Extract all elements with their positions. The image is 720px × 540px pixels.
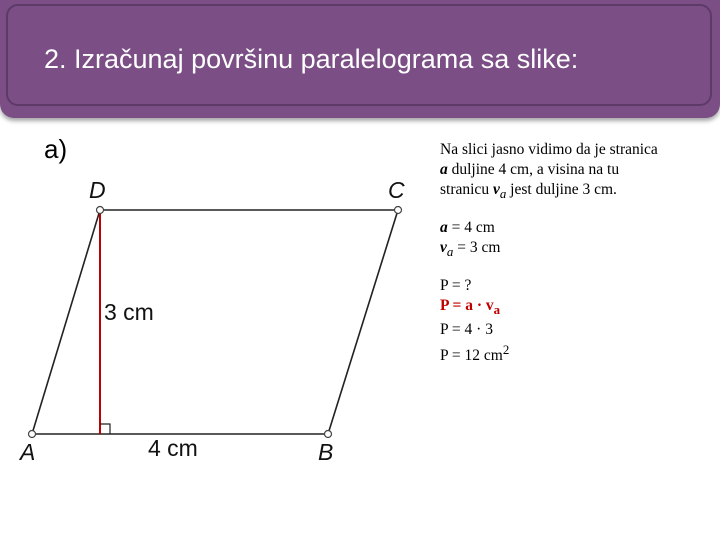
base-label: 4 cm — [148, 435, 198, 461]
explanation-line-3: stranicu $v_a$ jest duljine 3 cm. — [440, 181, 617, 202]
vertex-d-point — [97, 207, 104, 214]
variable-v: v — [492, 181, 500, 198]
vertex-a-label: A — [20, 439, 36, 465]
right-angle-mark — [100, 424, 110, 434]
height-label: 3 cm — [104, 299, 154, 325]
vertex-c-label: C — [388, 177, 405, 203]
unknown-p: P = ? — [440, 277, 472, 295]
vertex-a-point — [29, 431, 36, 438]
vertex-b-point — [325, 431, 332, 438]
area-formula: $P = a \cdot v_a$ — [440, 297, 501, 318]
slide-title: 2. Izračunaj površinu paralelograma sa slike: — [44, 44, 579, 74]
vertex-b-label: B — [318, 439, 334, 465]
side-cb — [328, 210, 398, 434]
explanation-line-2: a duljine 4 cm, a visina na tu — [440, 161, 620, 178]
substitution: P = 4 · 3 — [440, 321, 493, 339]
given-va: $v_a = 3$ cm — [440, 239, 501, 260]
result: P = 12 $cm^2$ — [440, 342, 510, 365]
part-label: a) — [44, 134, 68, 164]
side-ad — [32, 210, 100, 434]
given-a: a = 4 cm — [440, 219, 495, 237]
explanation-line-1: Na slici jasno vidimo da je stranica — [440, 141, 658, 158]
vertex-c-point — [395, 207, 402, 214]
variable-a: a — [440, 161, 448, 178]
vertex-d-label: D — [89, 177, 106, 203]
explanation-panel — [440, 140, 710, 366]
